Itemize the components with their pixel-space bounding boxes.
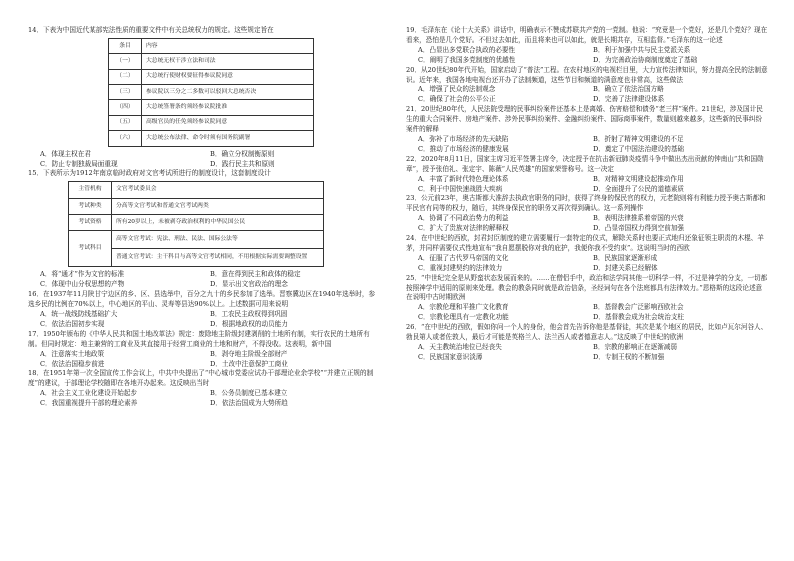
q25-options [406, 303, 768, 323]
question-17-stem: 17．1950年颁布的《中华人民共和国土地改革法》规定：废除地主阶级封建剥削的土地所有制，实行农民的土地所有制。但同时规定：地主兼营的工商业及其直接用于经营工商业的土地和财产，不得没收。这表明，新中国 [28, 329, 370, 348]
q14-row-text: 大总统行使财权要征得参议院同意 [142, 69, 314, 84]
q15-row-head: 主管机构 [69, 182, 112, 198]
question-19-stem: 19．毛泽东在《论十大关系》讲话中，明确表示不赞成苏联共产党的一党制。他说：“究竟是一个党好，还是几个党好？现在看来，恐怕是几个党好。不但过去如此，而且将来也可以如此，就是长期共存，互相监督。”毛泽东的这一论述 [406, 26, 768, 44]
q21-option-c[interactable]: C．推动了市场经济的健康发展 [418, 144, 509, 153]
question-26-stem: 26．“在中世纪的西欧，假如你问一个人的身份，他会首先告诉你他是基督徒，其次是某个地区的居民，比如卢瓦尔河谷人、勃艮第人或者佐敦人，最后才可能是英格兰人、法兰西人或者德意志人。”这反映了中世纪的欧洲 [406, 323, 768, 342]
question-20-stem: 20．从20世纪80年代开始，国家启动了“普法”工程。在农村地区的电视栏目里，大力宣传法律知识，努力提高全民的法制意识。近年来，我国各地电视台还开办了法制频道，这些节目和频道的满意度也非常高，这些做法 [406, 65, 768, 84]
question-23-stem: 23．公元前23年，奥古斯都大准辞去执政官职务的同时，获得了终身的保民官的权力，元老院则将有利能力授予奥古斯都和平民官有同等的权力，随后，其终身保民官的职务又再次得到确认。这一系列操作 [406, 194, 766, 213]
q20-option-b[interactable]: B．确立了依法治国方略 [593, 85, 664, 94]
q14-option-b[interactable]: B．确立分权制衡原则 [210, 149, 275, 158]
q23-option-a[interactable]: A．协调了不同政治势力的利益 [418, 214, 509, 223]
q14-row-num: （二） [109, 69, 142, 84]
q15-table [68, 181, 324, 267]
q21-option-a[interactable]: A．弥补了市场经济的先天缺陷 [418, 134, 509, 143]
q26-option-b[interactable]: B．宗教的影响正在逐渐减弱 [593, 343, 677, 351]
q26-option-d[interactable]: D．专制王权的不断加强 [593, 352, 665, 361]
question-15-stem: 15．下表所示为1912年南京临时政府对文官考试所进行的制度设计，这套制度设计 [28, 169, 271, 178]
q26-option-a[interactable]: A．天主教统治地位已经丧失 [418, 343, 502, 351]
q24-options [406, 254, 768, 274]
q15-sub-row: 普通文官考试：主干科目与高等文官考试相同，不用根据实际需要调整设置 [112, 249, 324, 267]
q24-option-c[interactable]: C．重视封建契约的法律效力 [418, 263, 503, 272]
q19-option-b[interactable]: B．利于加强中共与民主党派关系 [593, 45, 691, 54]
q19-option-d[interactable]: D．为完善政治协商制度奠定了基础 [593, 55, 698, 64]
q26-options [406, 343, 768, 363]
q25-option-d[interactable]: D．基督教会成为社会统治支柱 [593, 313, 685, 322]
q14-table-header-item: 条目 [109, 38, 142, 53]
q15-option-c[interactable]: C．体现中山分权思想的产物 [40, 280, 125, 289]
q14-table-header-content: 内容 [142, 38, 314, 53]
q18-option-b[interactable]: B．公务员制度已基本建立 [210, 389, 288, 398]
q15-sub-row: 高等文官考试：宪法、刑法、民法、国际公法等 [112, 230, 324, 248]
question-25-stem: 25．“中世纪完全是从野蛮状态发展而来的。……在僧侣手中，政治和法学同其他一切科学一样，不过是神学的分支，一切都按照神学中适用的原则来处理。教会的教条同时就是政治信条，圣经词句在各个法庭都具有法律效力。”恩格斯的这段论述意在说明中古时期欧洲 [406, 273, 768, 302]
q16-options [28, 310, 380, 330]
q19-option-c[interactable]: C．阐明了我国多党制度的优越性 [418, 55, 516, 64]
q16-option-d[interactable]: D．根据地政权的动员能力 [210, 319, 288, 328]
q24-option-d[interactable]: D．封建关系已经解体 [593, 263, 658, 272]
q20-option-d[interactable]: D．完善了法律建设体系 [593, 95, 665, 104]
q23-options [406, 214, 768, 234]
q21-options [406, 135, 768, 155]
q22-option-c[interactable]: C．利于中国快速战胜大疾病 [418, 184, 503, 193]
q15-row-head: 考试种类 [69, 198, 112, 214]
q18-option-d[interactable]: D．依法治国成为大势所趋 [210, 399, 288, 408]
q15-options [28, 270, 380, 290]
q17-option-a[interactable]: A．注意落实土地政策 [40, 349, 105, 358]
q14-row-text: 大总统公布法律、命令时须有国务院副署 [142, 131, 314, 146]
right-column [406, 26, 768, 363]
q21-option-d[interactable]: D．奠定了中国法治建设的基础 [593, 144, 685, 153]
q14-row-num: （五） [109, 115, 142, 130]
question-24-stem: 24．在中世纪的西欧，封君封臣制度的建立需要履行一套特定的仪式，解除关系时也要正式地归还象征领主职责的木棍、羊茅，并同样需要仪式性地宣布“我自愿摆脱你对我的庇护，我便你我不受约束”。这说明当时的西欧 [406, 234, 764, 252]
q25-option-a[interactable]: A．宗教伦理和平推广文化教育 [418, 303, 509, 312]
q14-row-num: （四） [109, 100, 142, 115]
q15-row-text: 文官考试委员会 [112, 182, 324, 198]
q25-option-c[interactable]: C．宗教伦理具有一定教化功能 [418, 313, 509, 322]
q24-option-b[interactable]: B．民族国家逐渐形成 [593, 253, 658, 262]
q23-option-d[interactable]: D．凸显帝国权力得到空前加强 [593, 224, 685, 233]
question-18-stem: 18．在1951年第一次全国宣传工作会议上，中共中央提出了“中心城市党委应试办干部理论业余学校”“并建立正规的制度”的建议，于部理论学校随即在各地开办起来。这反映出当时 [28, 369, 374, 388]
q16-option-b[interactable]: B．工农民主政权得到巩固 [210, 310, 288, 318]
question-21-stem: 21．20世纪80年代，人民法院受理的民事纠纷案件还基本上是离婚、伤害赔偿和债务“老三样”案件。21世纪，涉及国计民生的重大合同案件、房地产案件、涉外民事纠纷案件、金融纠纷案件、国际商事案件，数量则越来越多，这些新的民事纠纷案件的解释 [406, 105, 763, 134]
q14-table [108, 38, 314, 147]
q15-option-b[interactable]: B．意在得到民主和政体的稳定 [210, 270, 301, 279]
q14-row-num: （一） [109, 54, 142, 69]
q15-row-text: 分高等文官考试和普通文官考试两类 [112, 198, 324, 214]
q18-option-a[interactable]: A．社会主义工业化建设开始起步 [40, 389, 138, 398]
q20-option-c[interactable]: C．确保了社会的公平公正 [418, 95, 496, 104]
q22-option-b[interactable]: B．对精神文明建设起推动作用 [593, 174, 684, 183]
q23-option-c[interactable]: C．扩大了贵族对法律的解释权 [418, 224, 509, 233]
q17-option-b[interactable]: B．剥夺地主阶级全部财产 [210, 349, 288, 358]
question-16-stem: 16．在1937年11月陕甘宁边区的乡、区、县选举中，百分之九十的乡民参加了选举。晋察冀边区在1940年选举时，参选乡民的比例在70%以上，中心地区的平山、灵寿等县达90%以上。上述数据可用来说明 [28, 290, 376, 309]
q17-option-d[interactable]: D．土改中注意保护工商业 [210, 359, 288, 368]
q17-options [28, 350, 380, 370]
q19-option-a[interactable]: A．凸显出多党联合执政的必要性 [418, 45, 516, 54]
left-column [28, 26, 380, 409]
q17-option-c[interactable]: C．依法治国稳步前进 [40, 359, 105, 368]
q22-options [406, 175, 768, 195]
q15-option-a[interactable]: A．将“通才”作为文官的标准 [40, 270, 125, 279]
q18-option-c[interactable]: C．我国重视提升干部的理论素养 [40, 399, 138, 408]
q26-option-c[interactable]: C．民族国家意识淡薄 [418, 352, 483, 361]
q22-option-d[interactable]: D．全面提升了公民的道德素质 [593, 184, 685, 193]
q14-option-d[interactable]: D．践行民主共和原则 [210, 159, 275, 168]
question-22-stem: 22．2020年8月11日，国家主席习近平签署主席令，决定授予在抗击新冠肺炎疫情斗争中做出杰出贡献的钟南山“共和国勋章”，授予张伯礼、张定宇、陈薇“人民英雄”的国家荣誉称号。这一决定 [406, 154, 764, 173]
q20-options [406, 85, 768, 105]
question-14-stem: 14．下表为中国近代某部宪法性质的重要文件中有关总统权力的规定。这些规定旨在 [28, 26, 274, 34]
q20-option-a[interactable]: A．增强了民众的法制观念 [418, 85, 496, 94]
q14-row-text: 大总统签署条约须经参议院批准 [142, 100, 314, 115]
q14-row-text: 大总统无权干涉立法和司法 [142, 54, 314, 69]
q15-row-head: 考试资格 [69, 214, 112, 230]
q18-options [28, 389, 380, 409]
q14-row-text: 高级官员的任免须经参议院同意 [142, 115, 314, 130]
q25-option-b[interactable]: B．基督教会广泛影响西欧社会 [593, 303, 684, 312]
q14-row-num: （三） [109, 85, 142, 100]
q14-option-a[interactable]: A．体现主权在君 [40, 149, 91, 158]
q24-option-a[interactable]: A．征服了古代罗马帝国的文化 [418, 253, 509, 262]
q14-row-num: （六） [109, 131, 142, 146]
q19-options [406, 46, 768, 66]
q14-option-c[interactable]: C．防止专制独裁局面重现 [40, 159, 118, 168]
q15-row-text: 所有20岁以上，未被剥夺政治权利的中华民国公民 [112, 214, 324, 230]
q21-option-b[interactable]: B．折射了精神文明建设的不足 [593, 134, 684, 143]
q22-option-a[interactable]: A．丰富了新时代特色理论体系 [418, 174, 509, 183]
q15-sub-head: 考试科目 [69, 230, 112, 266]
q23-option-b[interactable]: B．表明法律推系着帝国的兴衰 [593, 214, 684, 223]
q16-option-a[interactable]: A．统一战线防线基础扩大 [40, 310, 118, 318]
q14-options [28, 150, 380, 170]
q14-row-text: 参议院以三分之二多数可以驳回大总统否决 [142, 85, 314, 100]
q16-option-c[interactable]: C．依法治国初步实现 [40, 319, 105, 328]
q15-option-d[interactable]: D．显示出文官政治的理念 [210, 280, 288, 289]
